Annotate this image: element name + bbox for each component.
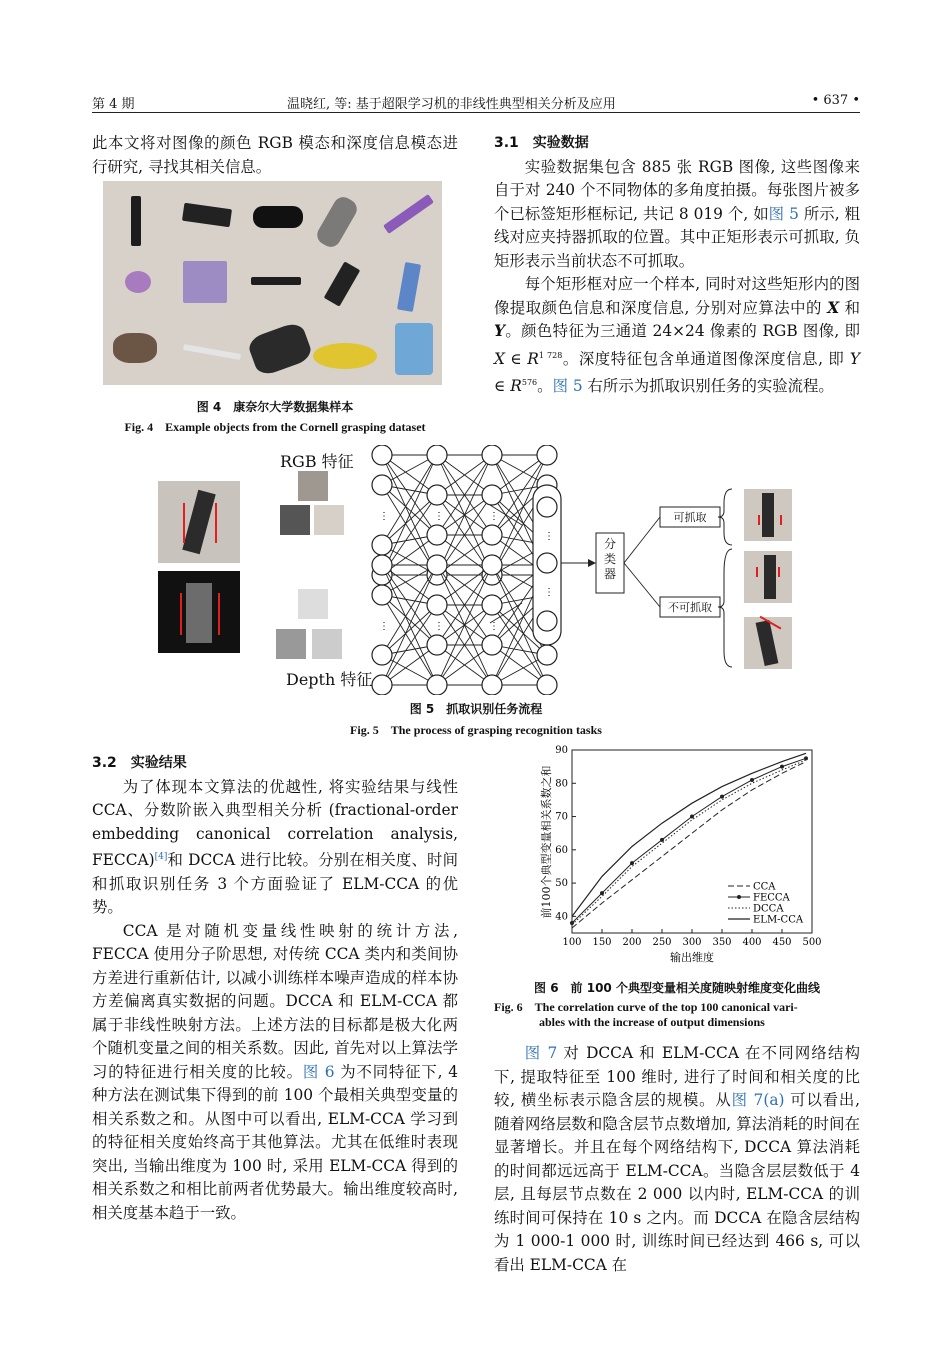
object-photo: [251, 277, 301, 285]
network-node: [372, 535, 392, 555]
object-photo: [314, 193, 361, 250]
positive-sample: [744, 489, 792, 541]
x-tick-label: 400: [742, 937, 762, 948]
data-point: [630, 861, 634, 865]
network-node: [482, 675, 502, 695]
object-photo: [383, 194, 434, 234]
negative-sample: [744, 617, 792, 669]
fig5-caption-en: Fig. 5 The process of grasping recognition tasks: [350, 723, 602, 737]
fig6-chart: [510, 742, 840, 967]
rgb-feature-label: RGB 特征: [280, 452, 354, 471]
x-tick-label: 150: [592, 937, 612, 948]
network-node: [482, 595, 502, 615]
data-point: [600, 891, 604, 895]
classifier-label: 分类器: [603, 537, 616, 581]
object-photo: [395, 323, 433, 375]
feature-node: [537, 553, 557, 573]
paragraph: 每个矩形框对应一个样本, 同时对这些矩形内的图像提取颜色信息和深度信息, 分别对应算法中的 X 和 Y。颜色特征为三通道 24×24 像素的 RGB 图像, 即 X ∈ $R^{1 728}$。深度特征包含单通道图像深度信息, 即 Y ∈ $R^{576}$。图 5 右所示为抓取识别任务的实验流程。: [494, 275, 860, 396]
object-photo: [113, 333, 157, 363]
object-photo: [324, 261, 361, 306]
figure-link[interactable]: 图 7: [524, 1044, 558, 1062]
positive-label: 可抓取: [673, 511, 707, 524]
negative-sample: [744, 551, 792, 603]
issue-number: 第 4 期: [92, 97, 135, 112]
network-node: [482, 635, 502, 655]
object-photo: [182, 203, 232, 228]
branch-line: [624, 563, 660, 607]
figure-link[interactable]: 图 5: [768, 204, 799, 223]
network-node: [427, 525, 447, 545]
x-tick-label: 500: [802, 937, 822, 948]
paragraph: 为了体现本文算法的优越性, 将实验结果与线性 CCA、分数阶嵌入典型相关分析 (fractional-order embedding canonical correlation analysis, FECCA)[4]和 DCCA 进行比较。分别在相关度、时间和抓取识别任务 3 个方面验证了 ELM-CCA 的优势。: [92, 777, 458, 917]
data-point: [804, 756, 808, 760]
fig4-caption-en: Fig. 4 Example objects from the Cornell grasping dataset: [124, 420, 426, 434]
x-tick-label: 100: [562, 937, 582, 948]
x-axis-label: 输出维度: [670, 951, 714, 964]
depth-feature-label: Depth 特征: [286, 670, 373, 689]
fig4-image-grid: [103, 181, 442, 385]
y-tick-label: 80: [555, 778, 568, 790]
network-node: [482, 485, 502, 505]
arrowhead: [588, 559, 596, 567]
legend-label: CCA: [753, 881, 776, 893]
section-heading: 3.1 实验数据: [494, 135, 589, 151]
y-tick-label: 90: [555, 745, 568, 756]
data-point: [750, 778, 754, 782]
ellipsis: ⋮: [379, 511, 389, 522]
data-point: [660, 838, 664, 842]
network-node: [372, 555, 392, 575]
brace: [718, 489, 732, 545]
running-title: 温晓红, 等: 基于超限学习机的非线性典型相关分析及应用: [287, 97, 616, 112]
paragraph: 实验数据集包含 885 张 RGB 图像, 这些图像来自于对 240 个不同物体的多角度拍摄。每张图片被多个已标签矩形框标记, 共记 8 019 个, 如图 5 所示, 粗线对应夹持器抓取的位置。其中正矩形表示可抓取, 负矩形表示当前状态不可抓取。: [494, 157, 860, 270]
data-point: [780, 765, 784, 769]
ellipsis: ⋮: [544, 587, 554, 598]
fig4-caption-cn: 图 4 康奈尔大学数据集样本: [196, 400, 354, 414]
y-tick-label: 50: [555, 878, 568, 890]
object-photo: [397, 262, 421, 312]
network-node: [482, 555, 502, 575]
x-tick-label: 300: [682, 937, 702, 948]
paragraph: 此本文将对图像的颜色 RGB 模态和深度信息模态进行研究, 寻找其相关信息。: [92, 134, 458, 176]
right-bottom-text: [494, 1042, 860, 1277]
section-heading: 3.2 实验结果: [92, 755, 187, 771]
network-node: [427, 555, 447, 575]
y-tick-label: 70: [555, 811, 568, 823]
network-node: [427, 675, 447, 695]
y-tick-label: 60: [555, 844, 568, 856]
right-top-text: [494, 132, 860, 399]
negative-label: 不可抓取: [668, 601, 712, 614]
network-node: [537, 445, 557, 465]
ellipsis: ⋮: [544, 531, 554, 542]
ellipsis: ⋮: [379, 621, 389, 632]
data-point: [720, 795, 724, 799]
fig5-caption-cn: 图 5 抓取识别任务流程: [409, 702, 543, 716]
object-photo: [125, 271, 151, 293]
legend-label: ELM-CCA: [753, 914, 804, 926]
reference-link[interactable]: [4]: [154, 852, 168, 862]
x-tick-label: 450: [772, 937, 792, 948]
network-node: [372, 585, 392, 605]
figure-link[interactable]: 图 5: [552, 377, 583, 396]
network-node: [372, 475, 392, 495]
network-node: [427, 635, 447, 655]
feature-node: [537, 497, 557, 517]
figure-link[interactable]: 图 7(a): [731, 1091, 785, 1109]
figure-link[interactable]: 图 6: [302, 1062, 335, 1081]
legend-label: DCCA: [753, 903, 784, 915]
network-node: [427, 485, 447, 505]
object-photo: [183, 261, 227, 303]
legend-marker: [737, 895, 741, 899]
network-node: [482, 525, 502, 545]
depth-network: [372, 555, 557, 695]
left-bottom-text: [92, 752, 458, 1225]
data-point: [690, 815, 694, 819]
paragraph: CCA 是对随机变量线性映射的统计方法, FECCA 使用分子阶思想, 对传统 CCA 类内和类间协方差进行重新估计, 以减小训练样本噪声造成的样本协方差偏离真实数据的问题。DCCA 和 ELM-CCA 都属于非线性映射方法。上述方法的目标都是极大化两个随机变量之间的相关系数。因此, 首先对以上算法学习的特征进行相关度的比较。图 6 为不同特征下, 4 种方法在测试集下得到的前 100 个最相关典型变量的相关系数之和。从图中可以看出, ELM-CCA 学习到的特征相关度始终高于其他算法。尤其在低维时表现突出, 当输出维度为 100 时, 采用 ELM-CCA 得到的相关系数之和相比前两者优势最大。输出维度较高时, 相关度基本趋于一致。: [92, 921, 458, 1222]
network-node: [537, 645, 557, 665]
ellipsis: ⋮: [434, 511, 444, 522]
object-photo: [183, 344, 241, 360]
y-axis-label: 前100个典型变量相关系数之和: [540, 765, 553, 919]
legend-label: FECCA: [753, 892, 790, 904]
rgb-network: [372, 445, 557, 585]
paragraph: 图 7 对 DCCA 和 ELM-CCA 在不同网络结构下, 提取特征至 100 维时, 进行了时间和相关度的比较, 横坐标表示隐含层的规模。从图 7(a) 可以看出, 随着网络层数和隐含层节点数增加, 算法消耗的时间在显著增长。并且在每个网络结构下, DCCA 算法消耗的时间都远远高于 ELM-CCA。当隐含层层数低于 4 层, 且每层节点数在 2 000 以内时, ELM-CCA 的训练时间可保持在 10 s 之内。而 DCCA 在隐含层结构为 1 000-1 000 时, 训练时间已经达到 466 s, 可以看出 ELM-CCA 在: [494, 1044, 860, 1274]
network-node: [427, 445, 447, 465]
branch-line: [624, 517, 660, 563]
network-node: [372, 645, 392, 665]
ellipsis: ⋮: [489, 511, 499, 522]
ellipsis: ⋮: [489, 621, 499, 632]
x-tick-label: 350: [712, 937, 732, 948]
network-node: [537, 675, 557, 695]
fig6-caption-en: Fig. 6 The correlation curve of the top 100 canonical vari- ables with the increase of output dimensions: [494, 1000, 798, 1029]
network-node: [372, 445, 392, 465]
x-tick-label: 250: [652, 937, 672, 948]
network-svg: [150, 445, 810, 695]
object-photo: [246, 320, 314, 377]
running-header: [92, 90, 860, 113]
network-node: [482, 445, 502, 465]
y-tick-label: 40: [555, 911, 568, 923]
object-photo: [313, 343, 377, 369]
left-top-text: [92, 132, 458, 179]
feature-node: [537, 611, 557, 631]
ellipsis: ⋮: [434, 621, 444, 632]
network-node: [372, 675, 392, 695]
object-photo: [253, 206, 303, 228]
object-photo: [131, 196, 141, 246]
fig6-caption-cn: 图 6 前 100 个典型变量相关度随映射维度变化曲线: [534, 981, 820, 995]
x-tick-label: 200: [622, 937, 642, 948]
page-number: • 637 •: [811, 93, 860, 108]
fig5-diagram: [150, 445, 810, 695]
network-node: [427, 595, 447, 615]
